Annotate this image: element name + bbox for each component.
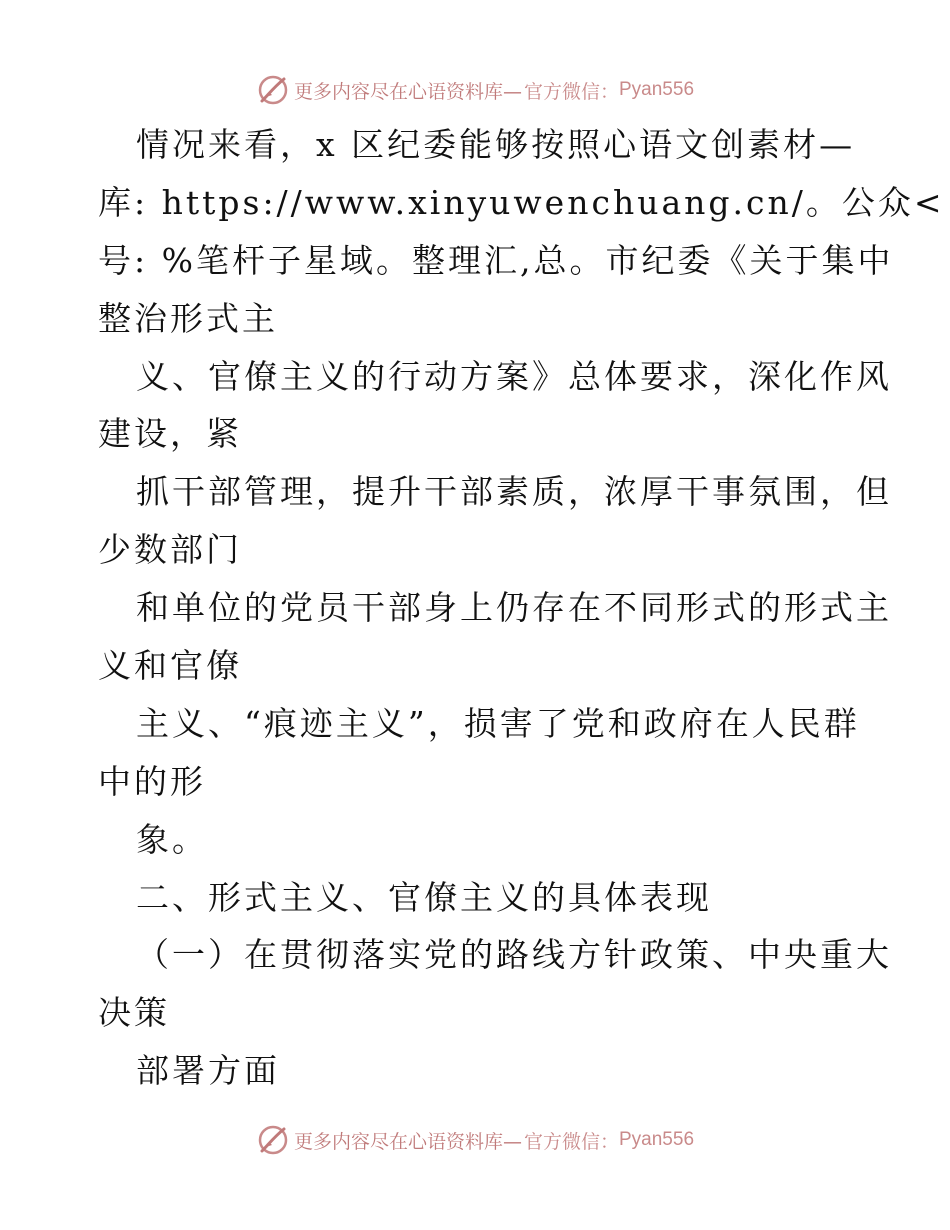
- body-line: 少数部门: [98, 530, 242, 570]
- body-line: 号: %笔杆子星域。整理汇,总。市纪委《关于集中: [98, 240, 894, 280]
- body-line: 情况来看，x 区纪委能够按照心语文创素材—: [136, 125, 856, 164]
- body-line: 整治形式主: [98, 298, 278, 338]
- banner-wechat-label: 官方微信：: [523, 80, 619, 103]
- pen-logo-icon: [256, 73, 290, 107]
- footer-watermark-banner: [0, 1120, 950, 1160]
- header-watermark-banner: [0, 70, 950, 110]
- banner-wechat-label: 官方微信：: [523, 1130, 619, 1153]
- body-line: 部署方面: [136, 1051, 280, 1091]
- body-line: 决策: [98, 993, 170, 1033]
- body-line: 象。: [136, 819, 208, 859]
- pen-logo-icon: [256, 1123, 290, 1157]
- section-heading: 二、形式主义、官僚主义的具体表现: [136, 877, 712, 917]
- subsection-heading: （一）在贯彻落实党的路线方针政策、中央重大: [136, 935, 892, 975]
- banner-brand-text: 更多内容尽在心语资料库—: [293, 80, 522, 103]
- body-line: 义和官僚: [98, 646, 242, 686]
- body-line: 库: https://www.xinyuwenchuang.cn/。公众<: [98, 182, 945, 222]
- document-body: [98, 116, 945, 1100]
- banner-wechat-id: Pyan556: [619, 1129, 695, 1150]
- banner-wechat-id: Pyan556: [619, 79, 695, 100]
- body-line: 主义、“痕迹主义”，损害了党和政府在人民群: [136, 703, 860, 743]
- body-line: 和单位的党员干部身上仍存在不同形式的形式主: [136, 588, 892, 628]
- body-line: 义、官僚主义的行动方案》总体要求，深化作风: [136, 356, 892, 396]
- body-line: 建设，紧: [98, 414, 242, 454]
- body-line: 抓干部管理，提升干部素质，浓厚干事氛围，但: [136, 472, 892, 512]
- banner-brand-text: 更多内容尽在心语资料库—: [293, 1130, 522, 1153]
- body-line: 中的形: [98, 761, 206, 801]
